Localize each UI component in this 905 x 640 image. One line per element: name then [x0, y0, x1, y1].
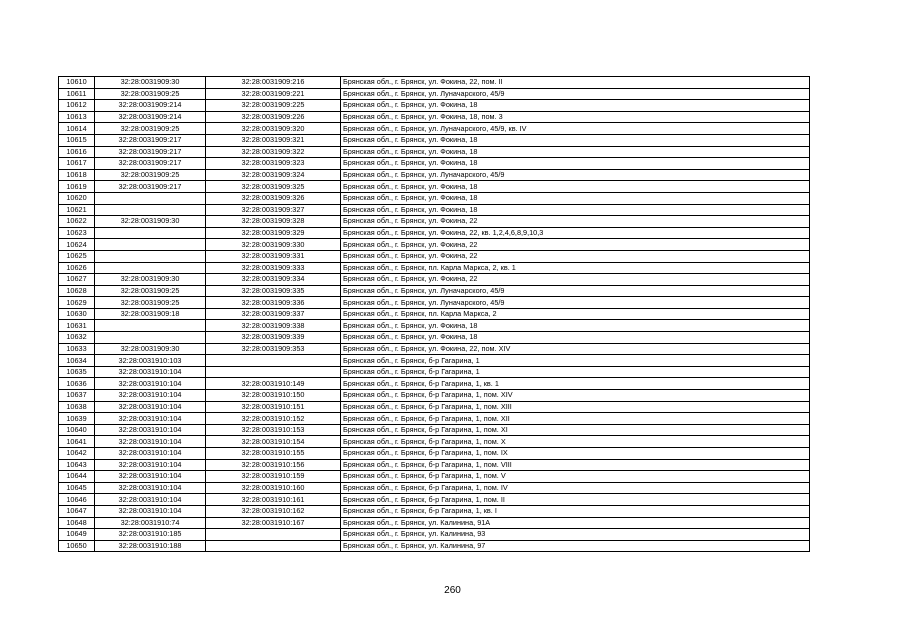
table-row	[59, 77, 810, 89]
object-cadastral-number-cell: 32:28:0031910:160	[206, 482, 341, 494]
address-cell: Брянская обл., г. Брянск, б-р Гагарина, 1, пом. VIII	[341, 459, 810, 471]
object-cadastral-number-cell: 32:28:0031910:150	[206, 390, 341, 402]
row-number-cell: 10615	[59, 134, 95, 146]
table-row	[59, 297, 810, 309]
object-cadastral-number-cell: 32:28:0031910:156	[206, 459, 341, 471]
table-row	[59, 239, 810, 251]
table-row	[59, 482, 810, 494]
address-cell: Брянская обл., г. Брянск, б-р Гагарина, 1	[341, 355, 810, 367]
cadastral-number-cell: 32:28:0031910:104	[95, 401, 206, 413]
row-number-cell: 10645	[59, 482, 95, 494]
table-row	[59, 169, 810, 181]
cadastral-number-cell: 32:28:0031909:214	[95, 100, 206, 112]
object-cadastral-number-cell: 32:28:0031909:331	[206, 250, 341, 262]
row-number-cell: 10632	[59, 332, 95, 344]
row-number-cell: 10647	[59, 505, 95, 517]
address-cell: Брянская обл., г. Брянск, ул. Фокина, 22, пом. II	[341, 77, 810, 89]
table-row	[59, 401, 810, 413]
object-cadastral-number-cell: 32:28:0031909:326	[206, 192, 341, 204]
row-number-cell: 10621	[59, 204, 95, 216]
row-number-cell: 10612	[59, 100, 95, 112]
address-cell: Брянская обл., г. Брянск, ул. Калинина, 97	[341, 540, 810, 552]
table-row	[59, 332, 810, 344]
object-cadastral-number-cell: 32:28:0031909:324	[206, 169, 341, 181]
table-row	[59, 320, 810, 332]
address-cell: Брянская обл., г. Брянск, б-р Гагарина, 1, пом. X	[341, 436, 810, 448]
object-cadastral-number-cell: 32:28:0031910:151	[206, 401, 341, 413]
object-cadastral-number-cell: 32:28:0031910:152	[206, 413, 341, 425]
table-row	[59, 494, 810, 506]
row-number-cell: 10634	[59, 355, 95, 367]
cadastral-number-cell: 32:28:0031910:104	[95, 436, 206, 448]
table-row	[59, 378, 810, 390]
cadastral-number-cell: 32:28:0031909:25	[95, 169, 206, 181]
page-number: 260	[444, 585, 461, 596]
table-row	[59, 308, 810, 320]
cadastral-number-cell: 32:28:0031910:104	[95, 505, 206, 517]
table-row	[59, 540, 810, 552]
row-number-cell: 10649	[59, 529, 95, 541]
cadastral-number-cell: 32:28:0031910:104	[95, 482, 206, 494]
object-cadastral-number-cell: 32:28:0031910:162	[206, 505, 341, 517]
table-row	[59, 517, 810, 529]
address-cell: Брянская обл., г. Брянск, б-р Гагарина, 1, кв. 1	[341, 378, 810, 390]
row-number-cell: 10640	[59, 424, 95, 436]
cadastral-number-cell: 32:28:0031910:104	[95, 378, 206, 390]
address-cell: Брянская обл., г. Брянск, ул. Фокина, 18	[341, 320, 810, 332]
object-cadastral-number-cell: 32:28:0031909:325	[206, 181, 341, 193]
table-row	[59, 216, 810, 228]
table-row	[59, 192, 810, 204]
object-cadastral-number-cell: 32:28:0031910:159	[206, 471, 341, 483]
cadastral-number-cell	[95, 204, 206, 216]
object-cadastral-number-cell: 32:28:0031910:153	[206, 424, 341, 436]
table-row	[59, 366, 810, 378]
address-cell: Брянская обл., г. Брянск, ул. Калинина, 93	[341, 529, 810, 541]
address-cell: Брянская обл., г. Брянск, ул. Фокина, 18	[341, 204, 810, 216]
table-row	[59, 355, 810, 367]
table-row	[59, 471, 810, 483]
address-cell: Брянская обл., г. Брянск, ул. Фокина, 18	[341, 146, 810, 158]
object-cadastral-number-cell: 32:28:0031909:336	[206, 297, 341, 309]
address-cell: Брянская обл., г. Брянск, пл. Карла Маркса, 2	[341, 308, 810, 320]
table-row	[59, 413, 810, 425]
cadastral-number-cell	[95, 320, 206, 332]
cadastral-number-cell: 32:28:0031910:104	[95, 390, 206, 402]
row-number-cell: 10648	[59, 517, 95, 529]
address-cell: Брянская обл., г. Брянск, ул. Фокина, 22	[341, 274, 810, 286]
address-cell: Брянская обл., г. Брянск, б-р Гагарина, 1, пом. V	[341, 471, 810, 483]
address-cell: Брянская обл., г. Брянск, ул. Луначарского, 45/9, кв. IV	[341, 123, 810, 135]
cadastral-number-cell	[95, 262, 206, 274]
cadastral-number-cell: 32:28:0031910:104	[95, 459, 206, 471]
cadastral-number-cell: 32:28:0031909:25	[95, 297, 206, 309]
row-number-cell: 10646	[59, 494, 95, 506]
table-row	[59, 88, 810, 100]
table-row	[59, 436, 810, 448]
object-cadastral-number-cell: 32:28:0031909:226	[206, 111, 341, 123]
table-row	[59, 262, 810, 274]
address-cell: Брянская обл., г. Брянск, ул. Фокина, 22	[341, 239, 810, 251]
object-cadastral-number-cell	[206, 366, 341, 378]
row-number-cell: 10610	[59, 77, 95, 89]
row-number-cell: 10617	[59, 158, 95, 170]
cadastral-number-cell: 32:28:0031910:104	[95, 424, 206, 436]
address-cell: Брянская обл., г. Брянск, ул. Луначарского, 45/9	[341, 285, 810, 297]
cadastral-number-cell	[95, 250, 206, 262]
address-cell: Брянская обл., г. Брянск, ул. Фокина, 22, кв. 1,2,4,6,8,9,10,3	[341, 227, 810, 239]
address-cell: Брянская обл., г. Брянск, б-р Гагарина, 1, кв. I	[341, 505, 810, 517]
object-cadastral-number-cell	[206, 540, 341, 552]
table-row	[59, 390, 810, 402]
row-number-cell: 10629	[59, 297, 95, 309]
row-number-cell: 10618	[59, 169, 95, 181]
row-number-cell: 10616	[59, 146, 95, 158]
row-number-cell: 10628	[59, 285, 95, 297]
address-cell: Брянская обл., г. Брянск, ул. Луначарского, 45/9	[341, 88, 810, 100]
object-cadastral-number-cell: 32:28:0031909:334	[206, 274, 341, 286]
object-cadastral-number-cell: 32:28:0031909:333	[206, 262, 341, 274]
cadastral-number-cell: 32:28:0031909:217	[95, 181, 206, 193]
table-row	[59, 134, 810, 146]
row-number-cell: 10614	[59, 123, 95, 135]
row-number-cell: 10625	[59, 250, 95, 262]
address-cell: Брянская обл., г. Брянск, б-р Гагарина, 1, пом. II	[341, 494, 810, 506]
object-cadastral-number-cell: 32:28:0031909:322	[206, 146, 341, 158]
address-cell: Брянская обл., г. Брянск, б-р Гагарина, 1, пом. XIV	[341, 390, 810, 402]
address-cell: Брянская обл., г. Брянск, б-р Гагарина, 1, пом. XI	[341, 424, 810, 436]
cadastral-number-cell: 32:28:0031909:214	[95, 111, 206, 123]
table-row	[59, 204, 810, 216]
object-cadastral-number-cell: 32:28:0031909:328	[206, 216, 341, 228]
cadastral-number-cell: 32:28:0031909:25	[95, 123, 206, 135]
cadastral-number-cell: 32:28:0031910:104	[95, 448, 206, 460]
object-cadastral-number-cell: 32:28:0031909:216	[206, 77, 341, 89]
table-row	[59, 123, 810, 135]
registry-table-body	[59, 77, 810, 552]
object-cadastral-number-cell: 32:28:0031909:221	[206, 88, 341, 100]
cadastral-number-cell: 32:28:0031909:18	[95, 308, 206, 320]
cadastral-number-cell: 32:28:0031910:74	[95, 517, 206, 529]
address-cell: Брянская обл., г. Брянск, ул. Фокина, 18, пом. 3	[341, 111, 810, 123]
row-number-cell: 10643	[59, 459, 95, 471]
address-cell: Брянская обл., г. Брянск, б-р Гагарина, 1, пом. XII	[341, 413, 810, 425]
object-cadastral-number-cell: 32:28:0031909:321	[206, 134, 341, 146]
table-row	[59, 227, 810, 239]
object-cadastral-number-cell: 32:28:0031909:330	[206, 239, 341, 251]
address-cell: Брянская обл., г. Брянск, пл. Карла Маркса, 2, кв. 1	[341, 262, 810, 274]
object-cadastral-number-cell: 32:28:0031910:149	[206, 378, 341, 390]
cadastral-number-cell: 32:28:0031909:30	[95, 343, 206, 355]
row-number-cell: 10626	[59, 262, 95, 274]
object-cadastral-number-cell: 32:28:0031909:338	[206, 320, 341, 332]
object-cadastral-number-cell: 32:28:0031909:339	[206, 332, 341, 344]
address-cell: Брянская обл., г. Брянск, ул. Фокина, 22, пом. XIV	[341, 343, 810, 355]
cadastral-number-cell: 32:28:0031909:30	[95, 274, 206, 286]
row-number-cell: 10631	[59, 320, 95, 332]
row-number-cell: 10623	[59, 227, 95, 239]
object-cadastral-number-cell: 32:28:0031910:154	[206, 436, 341, 448]
cadastral-number-cell: 32:28:0031909:30	[95, 216, 206, 228]
cadastral-number-cell	[95, 192, 206, 204]
table-row	[59, 343, 810, 355]
cadastral-number-cell: 32:28:0031909:30	[95, 77, 206, 89]
address-cell: Брянская обл., г. Брянск, ул. Фокина, 18	[341, 181, 810, 193]
registry-table	[58, 76, 810, 552]
cadastral-number-cell	[95, 227, 206, 239]
row-number-cell: 10627	[59, 274, 95, 286]
address-cell: Брянская обл., г. Брянск, ул. Фокина, 18	[341, 134, 810, 146]
object-cadastral-number-cell: 32:28:0031910:167	[206, 517, 341, 529]
row-number-cell: 10619	[59, 181, 95, 193]
row-number-cell: 10641	[59, 436, 95, 448]
row-number-cell: 10638	[59, 401, 95, 413]
object-cadastral-number-cell: 32:28:0031910:155	[206, 448, 341, 460]
address-cell: Брянская обл., г. Брянск, б-р Гагарина, 1	[341, 366, 810, 378]
cadastral-number-cell: 32:28:0031909:25	[95, 285, 206, 297]
row-number-cell: 10620	[59, 192, 95, 204]
table-row	[59, 529, 810, 541]
row-number-cell: 10624	[59, 239, 95, 251]
row-number-cell: 10644	[59, 471, 95, 483]
object-cadastral-number-cell: 32:28:0031909:353	[206, 343, 341, 355]
address-cell: Брянская обл., г. Брянск, ул. Фокина, 22	[341, 216, 810, 228]
address-cell: Брянская обл., г. Брянск, ул. Фокина, 18	[341, 100, 810, 112]
address-cell: Брянская обл., г. Брянск, б-р Гагарина, 1, пом. IX	[341, 448, 810, 460]
object-cadastral-number-cell: 32:28:0031909:225	[206, 100, 341, 112]
row-number-cell: 10637	[59, 390, 95, 402]
table-row	[59, 250, 810, 262]
address-cell: Брянская обл., г. Брянск, ул. Фокина, 22	[341, 250, 810, 262]
address-cell: Брянская обл., г. Брянск, ул. Фокина, 18	[341, 332, 810, 344]
cadastral-number-cell: 32:28:0031910:104	[95, 494, 206, 506]
object-cadastral-number-cell: 32:28:0031910:161	[206, 494, 341, 506]
cadastral-number-cell	[95, 332, 206, 344]
row-number-cell: 10622	[59, 216, 95, 228]
table-row	[59, 158, 810, 170]
table-row	[59, 100, 810, 112]
object-cadastral-number-cell: 32:28:0031909:329	[206, 227, 341, 239]
cadastral-number-cell: 32:28:0031910:104	[95, 471, 206, 483]
row-number-cell: 10636	[59, 378, 95, 390]
row-number-cell: 10630	[59, 308, 95, 320]
cadastral-number-cell: 32:28:0031909:217	[95, 146, 206, 158]
table-row	[59, 424, 810, 436]
row-number-cell: 10613	[59, 111, 95, 123]
address-cell: Брянская обл., г. Брянск, ул. Фокина, 18	[341, 192, 810, 204]
cadastral-number-cell: 32:28:0031910:103	[95, 355, 206, 367]
row-number-cell: 10611	[59, 88, 95, 100]
cadastral-number-cell	[95, 239, 206, 251]
address-cell: Брянская обл., г. Брянск, б-р Гагарина, 1, пом. XIII	[341, 401, 810, 413]
cadastral-number-cell: 32:28:0031910:104	[95, 413, 206, 425]
address-cell: Брянская обл., г. Брянск, ул. Калинина, 91А	[341, 517, 810, 529]
object-cadastral-number-cell: 32:28:0031909:327	[206, 204, 341, 216]
cadastral-number-cell: 32:28:0031909:217	[95, 158, 206, 170]
cadastral-number-cell: 32:28:0031910:104	[95, 366, 206, 378]
cadastral-number-cell: 32:28:0031909:217	[95, 134, 206, 146]
table-row	[59, 274, 810, 286]
table-row	[59, 505, 810, 517]
row-number-cell: 10650	[59, 540, 95, 552]
address-cell: Брянская обл., г. Брянск, б-р Гагарина, 1, пом. IV	[341, 482, 810, 494]
cadastral-number-cell: 32:28:0031910:185	[95, 529, 206, 541]
table-row	[59, 146, 810, 158]
table-row	[59, 111, 810, 123]
object-cadastral-number-cell: 32:28:0031909:323	[206, 158, 341, 170]
address-cell: Брянская обл., г. Брянск, ул. Фокина, 18	[341, 158, 810, 170]
object-cadastral-number-cell	[206, 355, 341, 367]
cadastral-number-cell: 32:28:0031909:25	[95, 88, 206, 100]
object-cadastral-number-cell: 32:28:0031909:337	[206, 308, 341, 320]
object-cadastral-number-cell	[206, 529, 341, 541]
object-cadastral-number-cell: 32:28:0031909:320	[206, 123, 341, 135]
object-cadastral-number-cell: 32:28:0031909:335	[206, 285, 341, 297]
table-row	[59, 459, 810, 471]
table-row	[59, 285, 810, 297]
table-row	[59, 181, 810, 193]
address-cell: Брянская обл., г. Брянск, ул. Луначарского, 45/9	[341, 169, 810, 181]
address-cell: Брянская обл., г. Брянск, ул. Луначарского, 45/9	[341, 297, 810, 309]
row-number-cell: 10642	[59, 448, 95, 460]
table-row	[59, 448, 810, 460]
row-number-cell: 10635	[59, 366, 95, 378]
cadastral-number-cell: 32:28:0031910:188	[95, 540, 206, 552]
row-number-cell: 10639	[59, 413, 95, 425]
row-number-cell: 10633	[59, 343, 95, 355]
